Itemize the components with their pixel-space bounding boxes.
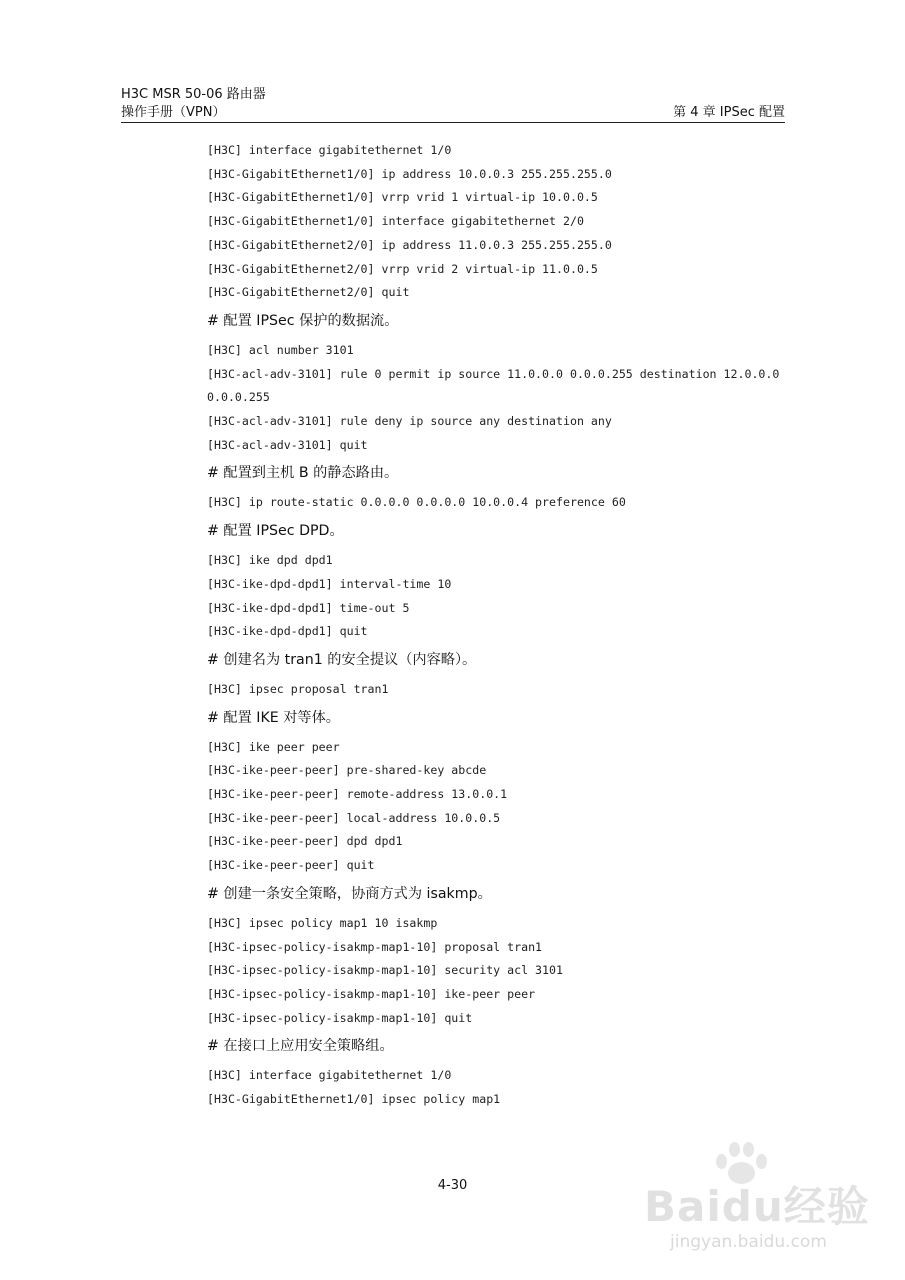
header-product: H3C MSR 50-06 路由器 — [121, 87, 266, 102]
code-line: [H3C-GigabitEthernet1/0] vrrp vrid 1 virtual-ip 10.0.0.5 — [207, 190, 598, 205]
page-number: 4-30 — [437, 1178, 468, 1193]
code-line: [H3C] interface gigabitethernet 1/0 — [207, 143, 452, 157]
code-line: [H3C-ike-peer-peer] quit — [207, 858, 375, 873]
code-block — [207, 1064, 797, 1111]
code-line: [H3C-ike-dpd-dpd1] time-out 5 — [207, 600, 410, 615]
code-line: [H3C-GigabitEthernet1/0] interface gigabitethernet 2/0 — [207, 214, 584, 229]
code-line: [H3C-acl-adv-3101] rule 0 permit ip source 11.0.0.0 0.0.0.255 destination 12.0.0.0 0.0.0.255 — [207, 366, 780, 405]
baidu-watermark — [640, 1140, 870, 1270]
header-manual: 操作手册（VPN） — [121, 105, 226, 120]
code-block — [207, 549, 797, 644]
watermark-logo-text: Baidu经验 — [644, 1182, 870, 1231]
code-line: [H3C-GigabitEthernet2/0] quit — [207, 285, 410, 300]
header-rule — [121, 122, 785, 123]
code-line: [H3C] interface gigabitethernet 1/0 — [207, 1068, 452, 1083]
code-block — [207, 139, 797, 305]
code-line: [H3C-acl-adv-3101] quit — [207, 437, 368, 452]
step-comment: # 创建名为 tran1 的安全提议（内容略）。 — [207, 651, 477, 668]
code-block — [207, 339, 797, 458]
step-comment: # 配置 IPSec 保护的数据流。 — [207, 312, 399, 329]
code-line: [H3C] ipsec proposal tran1 — [207, 681, 389, 696]
code-line: [H3C] ipsec policy map1 10 isakmp — [207, 915, 438, 930]
code-line: [H3C-ike-peer-peer] dpd dpd1 — [207, 834, 403, 849]
document-body — [207, 139, 797, 1112]
code-line: [H3C-ipsec-policy-isakmp-map1-10] ike-peer peer — [207, 986, 536, 1001]
code-block — [207, 491, 797, 515]
step-comment: # 配置 IKE 对等体。 — [207, 709, 340, 726]
code-line: [H3C-GigabitEthernet1/0] ip address 10.0.0.3 255.255.255.0 — [207, 166, 612, 181]
watermark-url: jingyan.baidu.com — [670, 1232, 827, 1252]
code-line: [H3C-ike-dpd-dpd1] interval-time 10 — [207, 576, 452, 591]
step-comment: # 在接口上应用安全策略组。 — [207, 1038, 394, 1055]
code-line: [H3C] ike dpd dpd1 — [207, 553, 333, 568]
code-line: [H3C-ipsec-policy-isakmp-map1-10] proposal tran1 — [207, 939, 543, 954]
code-line: [H3C-ike-peer-peer] remote-address 13.0.0.1 — [207, 787, 508, 802]
code-line: [H3C-ike-peer-peer] local-address 10.0.0.5 — [207, 810, 501, 825]
code-block — [207, 912, 797, 1031]
code-line: [H3C-GigabitEthernet2/0] vrrp vrid 2 virtual-ip 11.0.0.5 — [207, 261, 598, 276]
code-block — [207, 736, 797, 878]
step-comment: # 创建一条安全策略，协商方式为 isakmp。 — [207, 885, 492, 902]
code-line: [H3C-ipsec-policy-isakmp-map1-10] security acl 3101 — [207, 963, 563, 978]
step-comment: # 配置到主机 B 的静态路由。 — [207, 465, 399, 482]
code-line: [H3C-ike-peer-peer] pre-shared-key abcde — [207, 763, 487, 778]
page-header — [121, 86, 785, 122]
code-line: [H3C] ike peer peer — [207, 739, 340, 754]
step-comment: # 配置 IPSec DPD。 — [207, 523, 344, 540]
code-line: [H3C] ip route-static 0.0.0.0 0.0.0.0 10.0.0.4 preference 60 — [207, 495, 626, 510]
code-line: [H3C-acl-adv-3101] rule deny ip source any destination any — [207, 414, 612, 429]
code-line: [H3C-ipsec-policy-isakmp-map1-10] quit — [207, 1010, 473, 1025]
header-chapter: 第 4 章 IPSec 配置 — [673, 105, 785, 120]
code-block — [207, 678, 797, 702]
code-line: [H3C-GigabitEthernet1/0] ipsec policy map1 — [207, 1092, 501, 1107]
header-row — [121, 104, 785, 122]
code-line: [H3C-GigabitEthernet2/0] ip address 11.0.0.3 255.255.255.0 — [207, 237, 612, 252]
code-line: [H3C] acl number 3101 — [207, 342, 354, 357]
code-line: [H3C-ike-dpd-dpd1] quit — [207, 624, 368, 639]
